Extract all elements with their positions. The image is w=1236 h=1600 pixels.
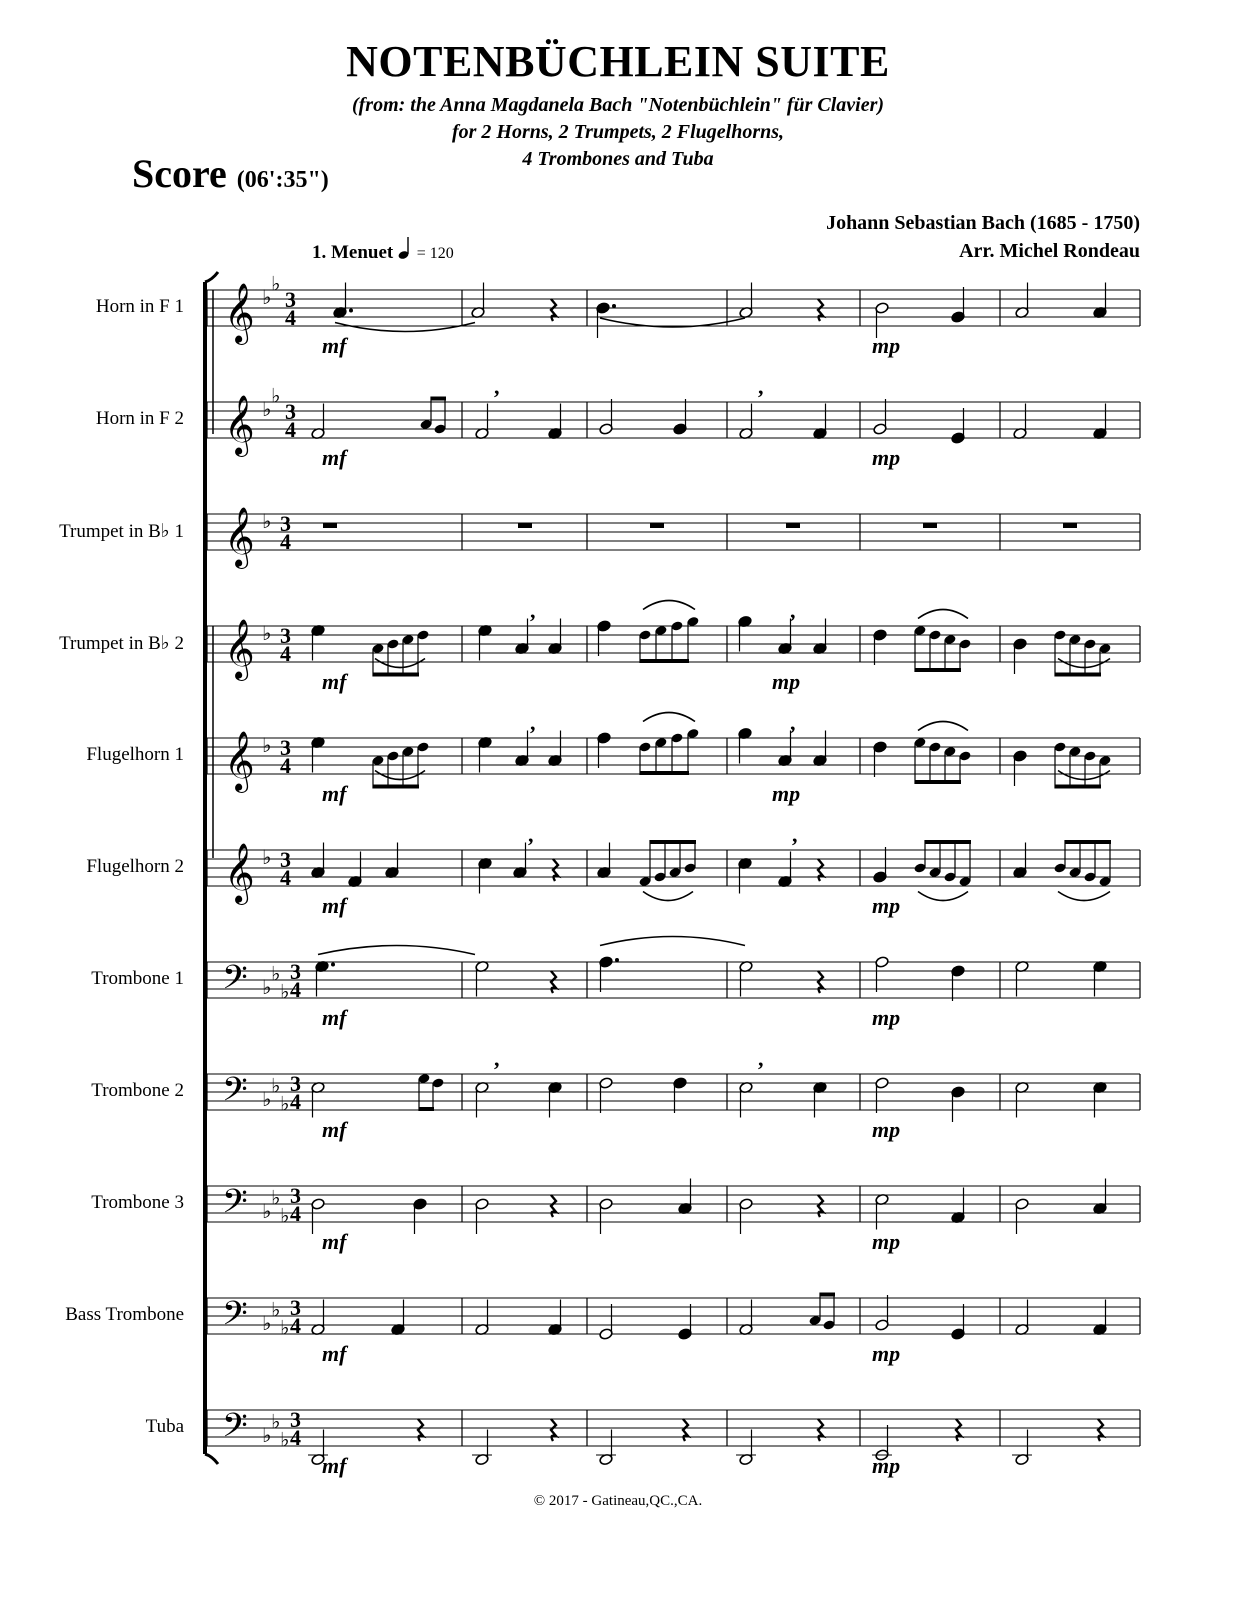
flat-icon: ♭ bbox=[271, 1073, 281, 1098]
breath-mark-icon: , bbox=[494, 1046, 500, 1071]
flat-icon: ♭ bbox=[271, 1297, 281, 1322]
bass-clef-icon: 𝄢 bbox=[222, 1407, 248, 1453]
beam bbox=[640, 659, 689, 663]
dynamic-marking: mf bbox=[322, 1117, 347, 1142]
slur bbox=[1058, 771, 1110, 780]
quarter-rest-icon bbox=[818, 859, 823, 881]
bracket-hook-top bbox=[205, 272, 218, 282]
whole-rest-icon bbox=[923, 523, 937, 528]
beam bbox=[820, 1293, 835, 1297]
time-signature-top: 3 bbox=[290, 1407, 301, 1432]
breath-mark-icon: , bbox=[530, 598, 536, 623]
breath-mark-icon: , bbox=[792, 822, 798, 847]
quarter-rest-icon bbox=[818, 299, 823, 321]
time-signature-top: 3 bbox=[285, 399, 296, 424]
quarter-rest-icon bbox=[551, 299, 556, 321]
treble-clef-icon: 𝄞 bbox=[224, 507, 255, 567]
breath-mark-icon: , bbox=[494, 374, 500, 399]
flat-icon: ♭ bbox=[271, 1409, 281, 1434]
time-signature-bottom: 4 bbox=[290, 1313, 301, 1338]
quarter-rest-icon bbox=[683, 1419, 688, 1441]
quarter-rest-icon bbox=[551, 971, 556, 993]
slur bbox=[918, 722, 968, 731]
flat-icon: ♭ bbox=[280, 1203, 290, 1228]
whole-rest-icon bbox=[786, 523, 800, 528]
time-signature-bottom: 4 bbox=[290, 1089, 301, 1114]
instrument-name: Bass Trombone bbox=[65, 1304, 184, 1325]
time-signature-bottom: 4 bbox=[285, 305, 296, 330]
beam bbox=[925, 840, 971, 844]
beam bbox=[915, 780, 961, 784]
augmentation-dot bbox=[349, 309, 353, 313]
dynamic-marking: mf bbox=[322, 445, 347, 470]
slur bbox=[643, 713, 695, 722]
flat-icon: ♭ bbox=[262, 509, 272, 533]
time-signature-bottom: 4 bbox=[290, 977, 301, 1002]
instrument-name: Flugelhorn 1 bbox=[86, 744, 184, 765]
quarter-rest-icon bbox=[818, 1419, 823, 1441]
time-signature-bottom: 4 bbox=[285, 417, 296, 442]
treble-clef-icon: 𝄞 bbox=[224, 619, 255, 679]
whole-rest-icon bbox=[518, 523, 532, 528]
breath-mark-icon: , bbox=[790, 598, 796, 623]
slur bbox=[600, 937, 745, 946]
beam bbox=[419, 1107, 434, 1111]
beam bbox=[1055, 785, 1101, 789]
dynamic-marking: mp bbox=[872, 1005, 901, 1030]
time-signature-top: 3 bbox=[290, 1071, 301, 1096]
quarter-rest-icon bbox=[551, 1419, 556, 1441]
flat-icon: ♭ bbox=[280, 979, 290, 1004]
dynamic-marking: mp bbox=[872, 1453, 901, 1478]
slur bbox=[918, 892, 968, 901]
breath-mark-icon: , bbox=[758, 374, 764, 399]
dynamic-marking: mp bbox=[872, 445, 901, 470]
instrument-name: Tuba bbox=[145, 1416, 184, 1437]
quarter-rest-icon bbox=[818, 1195, 823, 1217]
flat-icon: ♭ bbox=[280, 1091, 290, 1116]
quarter-rest-icon bbox=[1098, 1419, 1103, 1441]
flat-icon: ♭ bbox=[262, 1199, 272, 1223]
treble-clef-icon: 𝄞 bbox=[224, 283, 255, 343]
treble-clef-icon: 𝄞 bbox=[224, 395, 255, 455]
flat-icon: ♭ bbox=[280, 1315, 290, 1340]
breath-mark-icon: , bbox=[528, 822, 534, 847]
slur bbox=[643, 892, 693, 901]
tempo-value: = 120 bbox=[416, 245, 454, 262]
dynamic-marking: mf bbox=[322, 893, 347, 918]
time-signature-top: 3 bbox=[285, 287, 296, 312]
time-signature-bottom: 4 bbox=[290, 1201, 301, 1226]
beam bbox=[431, 397, 446, 401]
time-signature-top: 3 bbox=[280, 735, 291, 760]
quarter-rest-icon bbox=[956, 1419, 961, 1441]
whole-rest-icon bbox=[1063, 523, 1077, 528]
dynamic-marking: mp bbox=[772, 781, 801, 806]
subtitle-instrumentation-cont: 4 Trombones and Tuba bbox=[522, 148, 714, 170]
beam bbox=[650, 840, 696, 844]
bass-clef-icon: 𝄢 bbox=[222, 959, 248, 1005]
time-signature-bottom: 4 bbox=[280, 529, 291, 554]
beam bbox=[640, 771, 689, 775]
dynamic-marking: mf bbox=[322, 333, 347, 358]
flat-icon: ♭ bbox=[262, 285, 272, 309]
subtitle-source: (from: the Anna Magdanela Bach "Notenbüchlein" für Clavier) bbox=[351, 94, 885, 116]
bass-clef-icon: 𝄢 bbox=[222, 1295, 248, 1341]
time-signature-top: 3 bbox=[290, 1295, 301, 1320]
beam bbox=[373, 785, 419, 789]
beam bbox=[915, 668, 961, 672]
beam bbox=[1055, 673, 1101, 677]
whole-rest-icon bbox=[323, 523, 337, 528]
dynamic-marking: mp bbox=[872, 893, 901, 918]
score-label: Score bbox=[132, 151, 227, 196]
flat-icon: ♭ bbox=[262, 397, 272, 421]
augmentation-dot bbox=[331, 963, 335, 967]
time-signature-bottom: 4 bbox=[280, 753, 291, 778]
instrument-name: Trombone 1 bbox=[91, 968, 184, 989]
dynamic-marking: mf bbox=[322, 1005, 347, 1030]
bracket-hook-bottom bbox=[205, 1454, 218, 1464]
dynamic-marking: mf bbox=[322, 1453, 347, 1478]
time-signature-bottom: 4 bbox=[290, 1425, 301, 1450]
flat-icon: ♭ bbox=[280, 1427, 290, 1452]
slur bbox=[918, 610, 968, 619]
treble-clef-icon: 𝄞 bbox=[224, 731, 255, 791]
augmentation-dot bbox=[612, 304, 616, 308]
instrument-name: Horn in F 1 bbox=[95, 296, 184, 317]
flat-icon: ♭ bbox=[262, 733, 272, 757]
breath-mark-icon: , bbox=[530, 710, 536, 735]
dynamic-marking: mf bbox=[322, 669, 347, 694]
slur bbox=[335, 323, 475, 332]
score-duration: (06':35") bbox=[236, 167, 329, 193]
instrument-name: Horn in F 2 bbox=[95, 408, 184, 429]
treble-clef-icon: 𝄞 bbox=[224, 843, 255, 903]
breath-mark-icon: , bbox=[790, 710, 796, 735]
quarter-rest-icon bbox=[818, 971, 823, 993]
time-signature-bottom: 4 bbox=[280, 865, 291, 890]
beam bbox=[1065, 840, 1111, 844]
flat-icon: ♭ bbox=[271, 383, 281, 408]
flat-icon: ♭ bbox=[262, 621, 272, 645]
movement-title: 1. Menuet bbox=[312, 242, 394, 263]
instrument-name: Trumpet in B♭ 2 bbox=[59, 633, 184, 654]
flat-icon: ♭ bbox=[262, 1087, 272, 1111]
composer-credit: Johann Sebastian Bach (1685 - 1750) bbox=[826, 212, 1140, 234]
time-signature-top: 3 bbox=[280, 847, 291, 872]
slur bbox=[318, 946, 475, 955]
time-signature-top: 3 bbox=[290, 959, 301, 984]
dynamic-marking: mf bbox=[322, 781, 347, 806]
dynamic-marking: mp bbox=[872, 333, 901, 358]
subtitle-instrumentation: for 2 Horns, 2 Trumpets, 2 Flugelhorns, bbox=[451, 121, 785, 143]
dynamic-marking: mp bbox=[872, 1341, 901, 1366]
bass-clef-icon: 𝄢 bbox=[222, 1183, 248, 1229]
beam bbox=[373, 673, 419, 677]
time-signature-top: 3 bbox=[280, 623, 291, 648]
copyright-notice: © 2017 - Gatineau,QC.,CA. bbox=[533, 1493, 703, 1509]
flat-icon: ♭ bbox=[262, 975, 272, 999]
instrument-name: Trombone 3 bbox=[91, 1192, 184, 1213]
time-signature-top: 3 bbox=[280, 511, 291, 536]
flat-icon: ♭ bbox=[262, 845, 272, 869]
time-signature-top: 3 bbox=[290, 1183, 301, 1208]
augmentation-dot bbox=[615, 958, 619, 962]
dynamic-marking: mp bbox=[772, 669, 801, 694]
flat-icon: ♭ bbox=[262, 1311, 272, 1335]
arranger-credit: Arr. Michel Rondeau bbox=[959, 240, 1140, 262]
instrument-name: Flugelhorn 2 bbox=[86, 856, 184, 877]
time-signature-bottom: 4 bbox=[280, 641, 291, 666]
flat-icon: ♭ bbox=[262, 1423, 272, 1447]
instrument-name: Trombone 2 bbox=[91, 1080, 184, 1101]
quarter-rest-icon bbox=[551, 1195, 556, 1217]
flat-icon: ♭ bbox=[271, 961, 281, 986]
bass-clef-icon: 𝄢 bbox=[222, 1071, 248, 1117]
quarter-rest-icon bbox=[553, 859, 558, 881]
instrument-name: Trumpet in B♭ 1 bbox=[59, 521, 184, 542]
slur bbox=[1058, 892, 1110, 901]
slur bbox=[643, 601, 695, 610]
dynamic-marking: mp bbox=[872, 1117, 901, 1142]
slur bbox=[1058, 659, 1110, 668]
breath-mark-icon: , bbox=[758, 1046, 764, 1071]
whole-rest-icon bbox=[650, 523, 664, 528]
score-title: NOTENBÜCHLEIN SUITE bbox=[346, 37, 890, 86]
dynamic-marking: mf bbox=[322, 1341, 347, 1366]
dynamic-marking: mf bbox=[322, 1229, 347, 1254]
dynamic-marking: mp bbox=[872, 1229, 901, 1254]
quarter-rest-icon bbox=[418, 1419, 423, 1441]
flat-icon: ♭ bbox=[271, 1185, 281, 1210]
flat-icon: ♭ bbox=[271, 271, 281, 296]
